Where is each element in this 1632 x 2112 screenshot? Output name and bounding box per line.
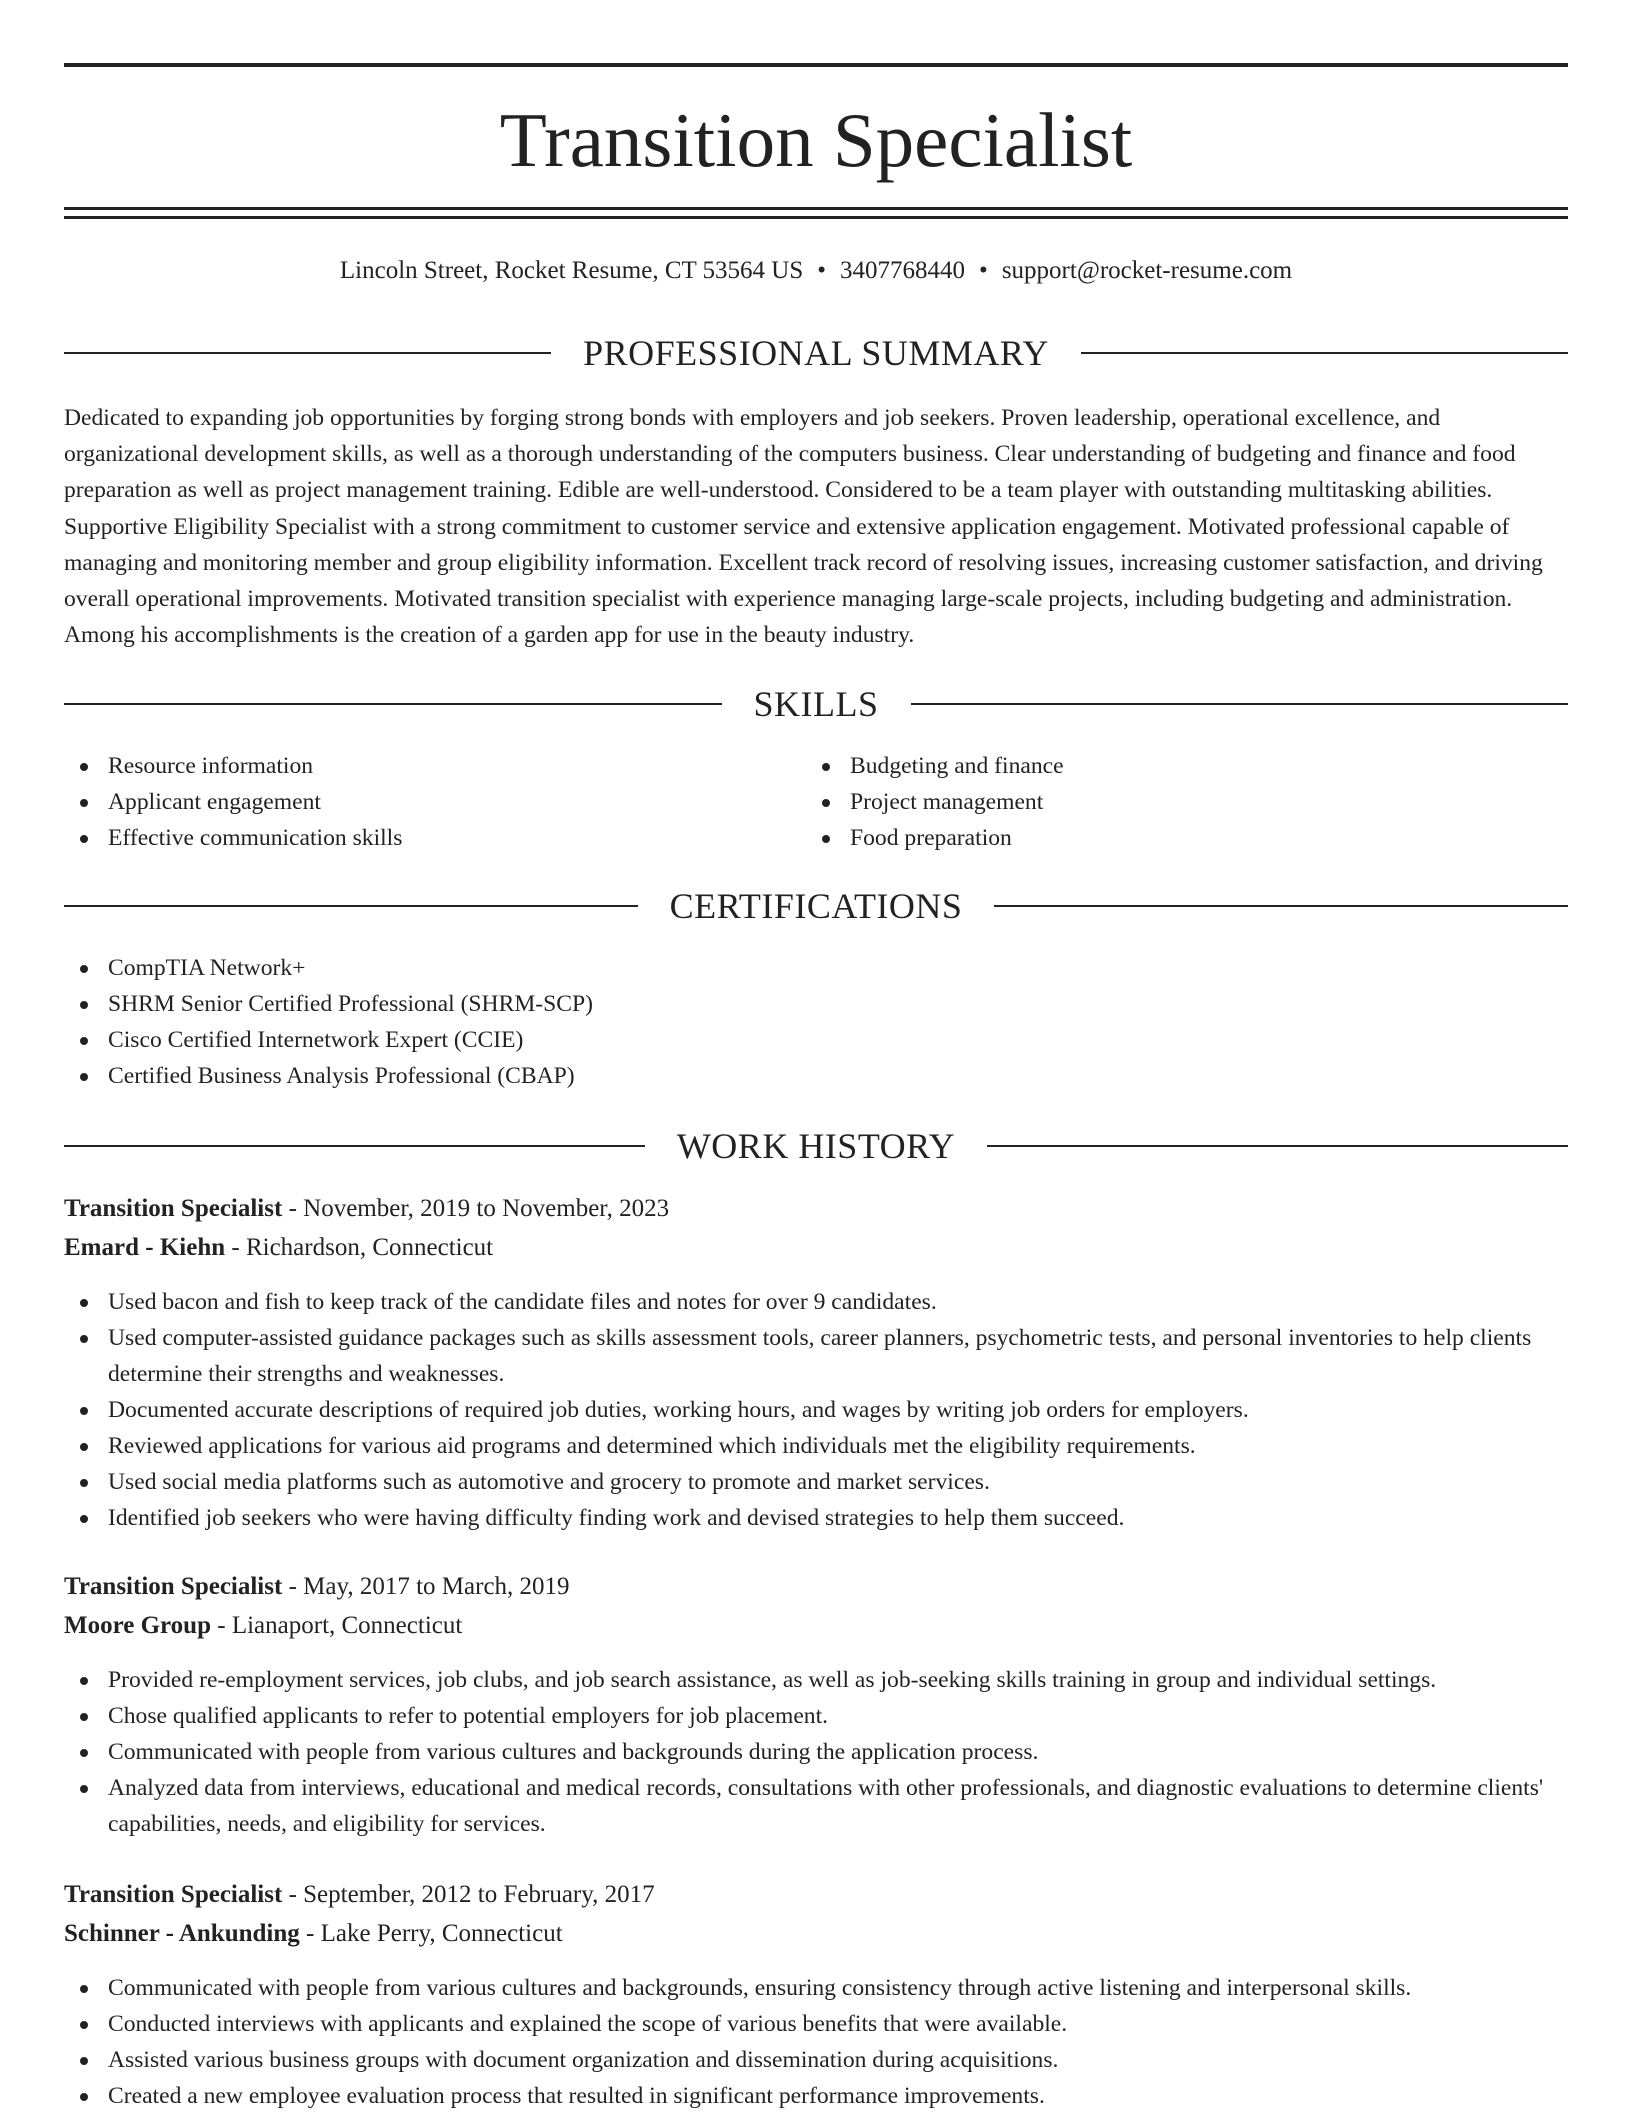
certifications-heading	[64, 884, 1568, 928]
job-bullet: Communicated with people from various cultures and backgrounds during the application process.	[64, 1734, 1568, 1770]
job-location: Lianaport, Connecticut	[231, 1612, 463, 1639]
heading-rule-left	[64, 905, 638, 907]
heading-rule-left	[64, 1145, 645, 1147]
skill-item: Project management	[806, 784, 1506, 820]
contact-separator: •	[817, 257, 827, 284]
job-separator: -	[282, 1573, 304, 1600]
job-bullet: Created a new employee evaluation process that resulted in significant performance improvements.	[64, 2078, 1568, 2112]
job-dates: September, 2012 to February, 2017	[303, 1881, 655, 1908]
job-bullets	[64, 1284, 1568, 1536]
job-location: Lake Perry, Connecticut	[320, 1920, 563, 1947]
job-bullets	[64, 1662, 1568, 1842]
skill-item: Resource information	[64, 748, 764, 784]
job-separator: -	[299, 1920, 321, 1947]
job-bullet: Assisted various business groups with document organization and dissemination during acquisitions.	[64, 2042, 1568, 2078]
job-company-line	[64, 1917, 1568, 1951]
job-company: Emard - Kiehn	[64, 1234, 226, 1261]
contact-line	[64, 254, 1568, 288]
skill-item: Budgeting and finance	[806, 748, 1506, 784]
job-title: Transition Specialist	[64, 1195, 283, 1222]
heading-rule-right	[987, 1145, 1568, 1147]
heading-rule-left	[64, 352, 551, 354]
job-bullet: Communicated with people from various cultures and backgrounds, ensuring consistency through active listening and interpersonal skills.	[64, 1970, 1568, 2006]
job-bullet: Provided re-employment services, job clubs, and job search assistance, as well as job-seeking skills training in group and individual settings.	[64, 1662, 1568, 1698]
job-bullet: Documented accurate descriptions of required job duties, working hours, and wages by writing job orders for employers.	[64, 1392, 1568, 1428]
job-title-line	[64, 1570, 1568, 1604]
contact-phone: 3407768440	[840, 257, 966, 284]
skills-heading-title: SKILLS	[753, 684, 879, 724]
job-bullet: Identified job seekers who were having difficulty finding work and devised strategies to help them succeed.	[64, 1500, 1568, 1536]
contact-separator: •	[979, 257, 988, 284]
job-dates: May, 2017 to March, 2019	[303, 1573, 570, 1600]
job-title-line	[64, 1192, 1568, 1226]
heading-rule-right	[911, 703, 1569, 705]
certification-item: Certified Business Analysis Professional (CBAP)	[64, 1058, 1568, 1094]
top-rule	[64, 63, 1568, 67]
certification-item: CompTIA Network+	[64, 950, 1568, 986]
job-location: Richardson, Connecticut	[245, 1234, 494, 1261]
job-bullets	[64, 1970, 1568, 2112]
job-company: Schinner - Ankunding	[64, 1920, 300, 1947]
summary-heading-title: PROFESSIONAL SUMMARY	[583, 333, 1049, 373]
job-company: Moore Group	[64, 1612, 211, 1639]
job-dates: November, 2019 to November, 2023	[303, 1195, 670, 1222]
job-separator: -	[225, 1234, 246, 1261]
heading-rule-right	[994, 905, 1568, 907]
job-company-line	[64, 1609, 1568, 1643]
certification-item: Cisco Certified Internetwork Expert (CCIE)	[64, 1022, 1568, 1058]
job-bullet: Conducted interviews with applicants and explained the scope of various benefits that were available.	[64, 2006, 1568, 2042]
contact-email: support@rocket-resume.com	[1001, 257, 1293, 284]
job-bullet: Used computer-assisted guidance packages such as skills assessment tools, career planners, psychometric tests, and personal inventories to help clients determine their strengths and weaknesses.	[64, 1320, 1568, 1392]
work-history-heading	[64, 1124, 1568, 1168]
certification-item: SHRM Senior Certified Professional (SHRM-SCP)	[64, 986, 1568, 1022]
job-separator: -	[211, 1612, 232, 1639]
job-bullet: Chose qualified applicants to refer to potential employers for job placement.	[64, 1698, 1568, 1734]
certifications-heading-title: CERTIFICATIONS	[669, 886, 963, 926]
job-separator: -	[282, 1195, 304, 1222]
heading-rule-right	[1081, 352, 1568, 354]
work-history-heading-title: WORK HISTORY	[676, 1126, 956, 1166]
job-bullet: Analyzed data from interviews, educational and medical records, consultations with other professionals, and diagnostic evaluations to determine clients' capabilities, needs, and eligibility for services.	[64, 1770, 1568, 1842]
job-title: Transition Specialist	[64, 1573, 283, 1600]
skill-item: Effective communication skills	[64, 820, 764, 856]
job-title-line	[64, 1878, 1568, 1912]
job-bullet: Reviewed applications for various aid programs and determined which individuals met the eligibility requirements.	[64, 1428, 1568, 1464]
job-title: Transition Specialist	[64, 1881, 283, 1908]
summary-heading	[64, 331, 1568, 375]
double-rule	[64, 207, 1568, 219]
job-bullet: Used bacon and fish to keep track of the candidate files and notes for over 9 candidates.	[64, 1284, 1568, 1320]
job-separator: -	[282, 1881, 304, 1908]
skill-item: Applicant engagement	[64, 784, 764, 820]
contact-address: Lincoln Street, Rocket Resume, CT 53564 US	[339, 257, 804, 284]
job-bullet: Used social media platforms such as automotive and grocery to promote and market services.	[64, 1464, 1568, 1500]
candidate-name: Transition Specialist	[499, 97, 1133, 183]
heading-rule-left	[64, 703, 722, 705]
skills-heading	[64, 682, 1568, 726]
certifications-list	[64, 950, 1568, 1094]
skills-list-right	[806, 748, 1506, 856]
skills-list-left	[64, 748, 764, 856]
summary-text: Dedicated to expanding job opportunities by forging strong bonds with employers and job seekers. Proven leadership, operational excellence, and organizational development skills, as well as a thorough understanding of the computers business. Clear understanding of budgeting and finance and food preparation as well as project management training. Edible are well-understood. Considered to be a team player with outstanding multitasking abilities. Supportive Eligibility Specialist with a strong commitment to customer service and extensive application engagement. Motivated professional capable of managing and monitoring member and group eligibility information. Excellent track record of resolving issues, increasing customer satisfaction, and driving overall operational improvements. Motivated transition specialist with experience managing large-scale projects, including budgeting and administration. Among his accomplishments is the creation of a garden app for use in the beauty industry.	[64, 405, 1543, 649]
job-company-line	[64, 1231, 1568, 1265]
skill-item: Food preparation	[806, 820, 1506, 856]
